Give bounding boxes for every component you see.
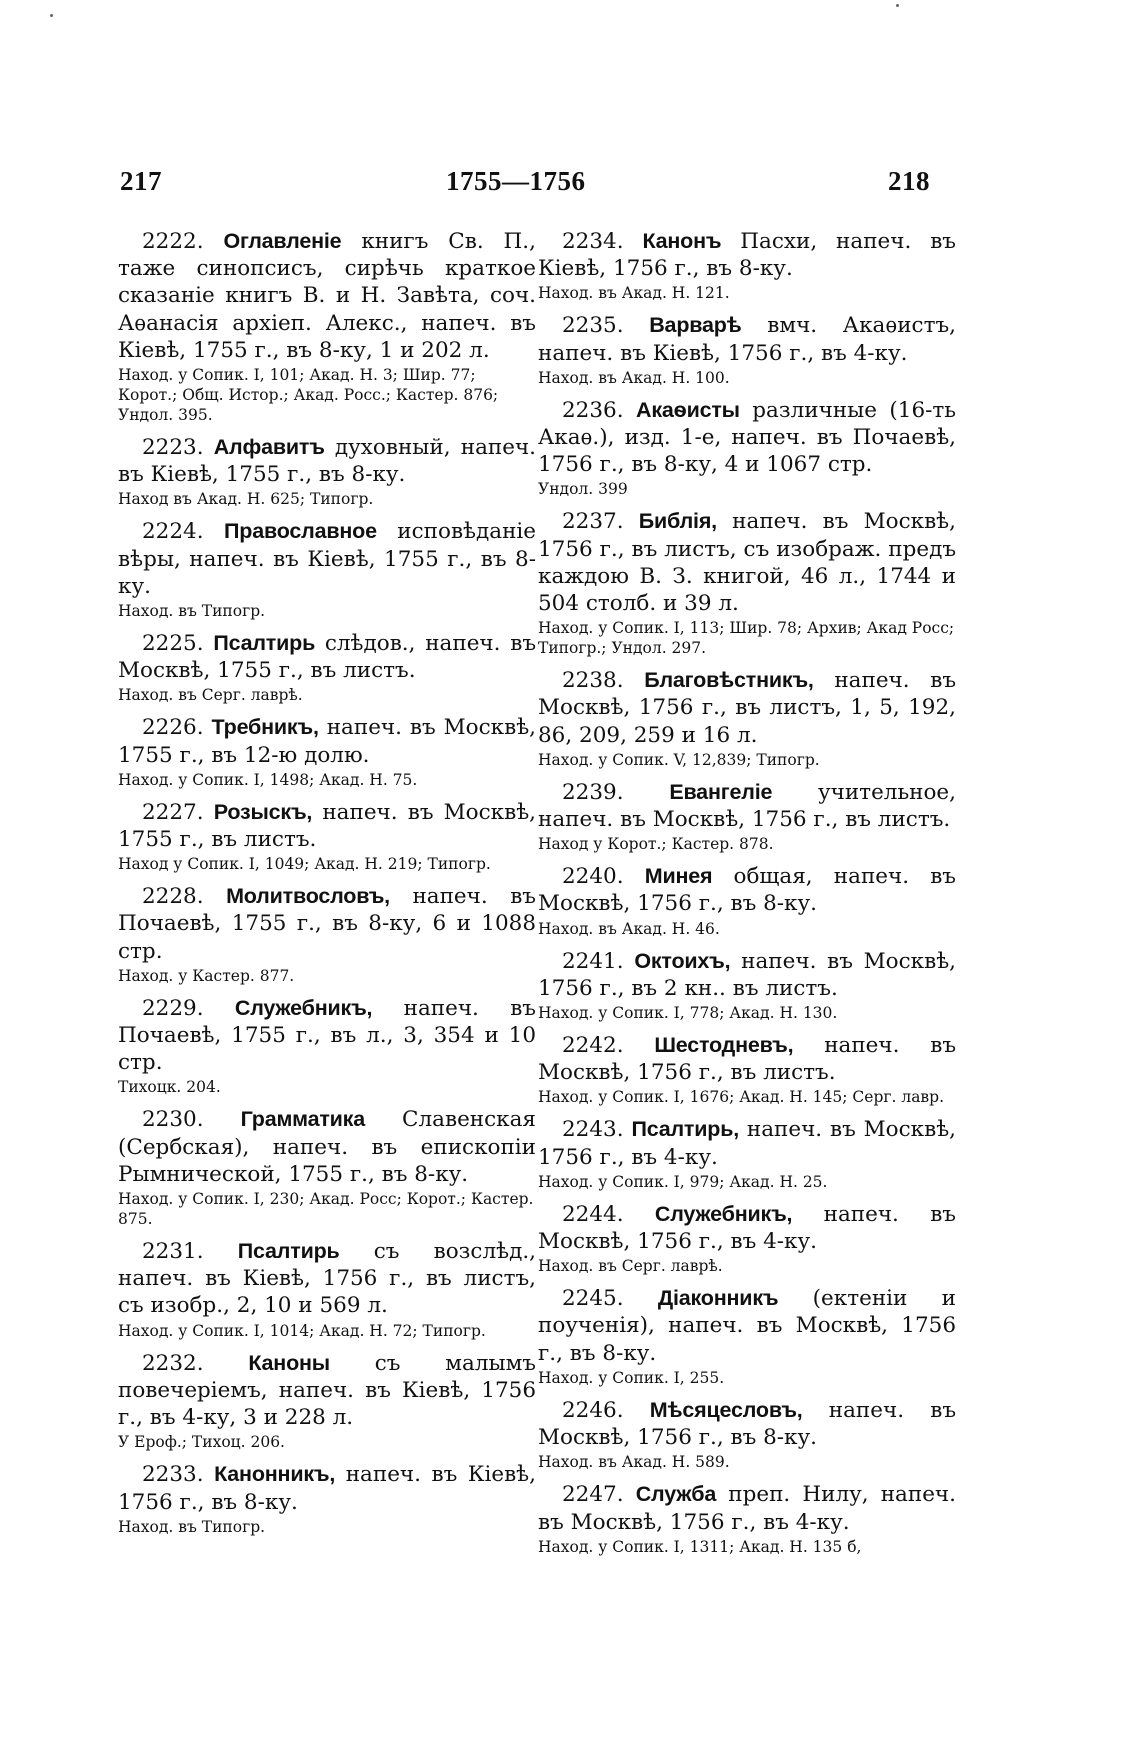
entry-title: Варварѣ	[649, 313, 742, 338]
entry-number: 2242.	[562, 1033, 624, 1059]
entry-description: вмч. Акаѳистъ, напеч. въ Кіевѣ, 1756 г., въ 4-ку.	[538, 313, 956, 366]
catalog-entry	[118, 883, 536, 986]
entry-title: Псалтирь	[237, 1239, 340, 1264]
entry-title: Служебникъ,	[234, 995, 373, 1020]
scan-speck	[50, 14, 53, 17]
entry-location: Наход. у Сопик. I, 1498; Акад. Н. 75.	[118, 770, 418, 789]
entry-number: 2225.	[142, 631, 204, 657]
entry-number: 2223.	[142, 435, 204, 461]
entry-description: напеч. въ Почаевѣ, 1755 г., въ 8-ку, 6 и 1088 стр.	[118, 884, 536, 964]
catalog-entry	[118, 799, 536, 874]
entry-text	[118, 518, 536, 600]
entry-location: Наход. у Сопик. I, 230; Акад. Росс; Корот.; Кастер. 875.	[118, 1190, 534, 1229]
entry-location: Наход. въ Акад. Н. 100.	[538, 368, 730, 387]
scan-speck	[896, 4, 899, 7]
entry-location: Наход. въ Серг. лаврѣ.	[538, 1257, 723, 1276]
entry-description: общая, напеч. въ Москвѣ, 1756 г., въ 8-ку.	[538, 864, 956, 917]
entry-description: съ возслѣд., напеч. въ Кіевѣ, 1756 г., въ листъ, съ изобр., 2, 10 и 569 л.	[118, 1239, 536, 1319]
entry-title: Алфавитъ	[213, 435, 325, 460]
entry-number: 2232.	[142, 1350, 204, 1376]
catalog-entry	[118, 1350, 536, 1453]
catalog-entry	[538, 1032, 956, 1107]
entry-title: Служба	[635, 1482, 717, 1507]
entry-title: Требникъ,	[211, 715, 319, 740]
entry-text	[538, 312, 956, 366]
entry-text	[538, 1116, 956, 1170]
entry-number: 2237.	[562, 509, 624, 535]
entry-title: Псалтирь,	[631, 1117, 739, 1142]
entry-title: Псалтирь	[213, 631, 316, 656]
entry-text	[118, 434, 536, 488]
entry-location: У Ероф.; Тихоц. 206.	[118, 1433, 285, 1452]
entry-number: 2241.	[562, 948, 624, 974]
catalog-entry	[538, 397, 956, 500]
catalog-entry	[118, 630, 536, 705]
entry-description: съ малымъ повечеріемъ, напеч. въ Кіевѣ, 1756 г., въ 4-ку, 3 и 228 л.	[118, 1350, 536, 1431]
entry-number: 2222.	[142, 229, 204, 254]
entry-location: Наход. у Сопик. V, 12,839; Типогр.	[538, 750, 820, 769]
catalog-entry	[538, 863, 956, 938]
entry-title: Служебникъ,	[654, 1201, 793, 1226]
entry-title: Акаѳисты	[636, 397, 740, 422]
entry-description: различные (16-ть Акаѳ.), изд. 1-е, напеч. въ Почаевѣ, 1756 г., въ 8-ку, 4 и 1067 стр.	[538, 397, 956, 478]
entry-text	[118, 1350, 536, 1432]
entry-description: слѣдов., напеч. въ Москвѣ, 1755 г., въ листъ.	[118, 631, 536, 684]
entry-description: напеч. въ Москвѣ, 1756 г., въ листъ, 1, 5, 192, 86, 209, 259 и 16 л.	[538, 668, 957, 748]
entry-location: Наход. въ Серг. лаврѣ.	[118, 686, 303, 705]
entry-number: 2231.	[142, 1239, 204, 1265]
entry-description: напеч. въ Москвѣ, 1756 г., въ 8-ку.	[538, 1397, 957, 1451]
entry-title: Благовѣстникъ,	[644, 668, 814, 693]
entry-description: напеч. въ Москвѣ, 1756 г., въ листъ, съ изображ. предъ каждою В. З. книгой, 46 л., 1744 и 504 столб. и 39 л.	[538, 509, 956, 617]
entry-number: 2234.	[562, 229, 624, 254]
entry-title: Шестодневъ,	[654, 1033, 794, 1058]
entry-number: 2244.	[562, 1201, 624, 1227]
entry-text	[538, 667, 956, 749]
entry-location: Наход. у Сопик. I, 101; Акад. Н. 3; Шир. 77; Корот.; Общ. Истор.; Акад. Росс.; Кастер. 876; Ундол. 395.	[118, 366, 499, 425]
entry-title: Розыскъ,	[213, 799, 313, 824]
entry-text	[538, 1397, 956, 1451]
entry-number: 2236.	[562, 397, 624, 423]
catalog-entry	[538, 948, 956, 1023]
entry-number: 2245.	[562, 1286, 624, 1312]
entry-location: Наход. у Сопик. I, 255.	[538, 1368, 725, 1387]
entry-description: Славенская (Сербская), напеч. въ епископіи Рымнической, 1755 г., въ 8-ку.	[118, 1107, 536, 1187]
entry-title: Канонъ	[642, 229, 722, 253]
entry-title: Октоихъ,	[634, 948, 731, 973]
entry-text	[118, 1238, 536, 1320]
year-range-heading: 1755—1756	[446, 166, 586, 196]
entry-text	[118, 714, 536, 768]
entry-location: Наход въ Акад. Н. 625; Типогр.	[118, 490, 374, 509]
catalog-entry	[118, 228, 536, 425]
entry-text	[538, 1201, 956, 1255]
left-column	[118, 228, 536, 1546]
entry-title: Мѣсяцесловъ,	[649, 1397, 803, 1422]
entry-description: (ектеніи и поученія), напеч. въ Москвѣ, 1756 г., въ 8-ку.	[538, 1286, 957, 1366]
catalog-entry	[118, 434, 536, 509]
entry-text	[538, 1032, 956, 1086]
entry-description: напеч. въ Москвѣ, 1756 г., въ 4-ку.	[538, 1201, 956, 1255]
catalog-entry	[538, 1285, 956, 1388]
entry-title: Грамматика	[240, 1107, 366, 1132]
entry-location: Наход. въ Акад. Н. 46.	[538, 919, 720, 938]
right-page-number: 218	[888, 166, 930, 196]
catalog-entry	[538, 1116, 956, 1191]
entry-number: 2230.	[142, 1107, 204, 1133]
entry-text	[118, 1106, 536, 1188]
entry-text	[118, 1461, 536, 1515]
entry-location: Наход. въ Акад. Н. 121.	[538, 284, 730, 303]
entry-title: Библія,	[638, 509, 717, 534]
entry-number: 2247.	[562, 1482, 624, 1508]
entry-title: Оглавленіе	[223, 229, 342, 253]
catalog-entry	[538, 228, 956, 303]
entry-description: исповѣданіе вѣры, напеч. въ Кіевѣ, 1755 г., въ 8-ку.	[118, 519, 536, 599]
catalog-entry	[538, 1201, 956, 1276]
entry-text	[118, 799, 536, 853]
entry-title: Евангеліе	[669, 779, 773, 804]
right-column	[538, 228, 956, 1566]
entry-location: Наход. у Кастер. 877.	[118, 966, 295, 985]
entry-description: напеч. въ Москвѣ, 1755 г., въ 12-ю долю.	[118, 715, 537, 768]
entry-text	[118, 630, 536, 684]
entry-number: 2239.	[562, 779, 624, 805]
catalog-entry	[118, 714, 536, 789]
entry-description: Пасхи, напеч. въ Кіевѣ, 1756 г., въ 8-ку.	[538, 229, 956, 282]
entry-text	[538, 948, 956, 1002]
entry-description: напеч. въ Москвѣ, 1756 г., въ 2 кн.. въ листъ.	[538, 948, 957, 1001]
entry-number: 2240.	[562, 864, 624, 890]
entry-location: Наход. въ Типогр.	[118, 602, 266, 621]
entry-text	[538, 1285, 956, 1367]
catalog-entry	[538, 779, 956, 854]
catalog-entry	[118, 1106, 536, 1229]
catalog-entry	[118, 995, 536, 1098]
entry-description: напеч. въ Москвѣ, 1756 г., въ 4-ку.	[538, 1117, 956, 1170]
entry-location: Наход. въ Типогр.	[118, 1517, 266, 1536]
entry-description: напеч. въ Москвѣ, 1756 г., въ листъ.	[538, 1033, 956, 1086]
entry-text	[538, 779, 956, 833]
entry-location: Наход. у Сопик. I, 778; Акад. Н. 130.	[538, 1004, 838, 1023]
catalog-entry	[538, 508, 956, 658]
entry-number: 2227.	[142, 799, 204, 825]
entry-title: Минея	[644, 864, 713, 889]
entry-number: 2229.	[142, 995, 204, 1021]
entry-text	[118, 995, 536, 1077]
entry-text	[118, 883, 536, 965]
catalog-entry	[538, 1481, 956, 1556]
entry-number: 2246.	[562, 1397, 624, 1423]
page-header	[0, 166, 1140, 206]
entry-title: Православное	[224, 519, 377, 544]
entry-location: Наход. у Сопик. I, 979; Акад. Н. 25.	[538, 1172, 828, 1191]
entry-number: 2238.	[562, 668, 624, 694]
entry-description: духовный, напеч. въ Кіевѣ, 1755 г., въ 8-ку.	[118, 435, 536, 488]
entry-text	[538, 397, 956, 479]
catalog-entry	[118, 518, 536, 621]
entry-description: напеч. въ Кіевѣ, 1756 г., въ 8-ку.	[118, 1462, 536, 1515]
catalog-entry	[538, 312, 956, 387]
catalog-entry	[118, 1238, 536, 1341]
entry-title: Молитвословъ,	[226, 884, 390, 909]
entry-location: Наход у Корот.; Кастер. 878.	[538, 835, 774, 854]
entry-number: 2228.	[142, 884, 204, 910]
entry-text	[538, 508, 956, 617]
entry-title: Каноны	[248, 1350, 330, 1375]
entry-text	[538, 228, 956, 282]
entry-description: учительное, напеч. въ Москвѣ, 1756 г., въ листъ.	[538, 779, 956, 833]
catalog-entry	[538, 667, 956, 770]
entry-location: Наход. у Сопик. I, 113; Шир. 78; Архив; Акад Росс; Типогр.; Ундол. 297.	[538, 619, 955, 658]
entry-location: Наход. у Сопик. I, 1311; Акад. Н. 135 б,	[538, 1537, 862, 1556]
entry-text	[538, 863, 956, 917]
catalog-entry	[118, 1461, 536, 1536]
catalog-entry	[538, 1397, 956, 1472]
entry-location: Наход. у Сопик. I, 1676; Акад. Н. 145; Серг. лавр.	[538, 1088, 945, 1107]
entry-number: 2226.	[142, 715, 204, 741]
entry-location: Ундол. 399	[538, 480, 628, 499]
entry-number: 2224.	[142, 519, 204, 545]
entry-text	[118, 228, 536, 364]
entry-description: напеч. въ Почаевѣ, 1755 г., въ л., 3, 354 и 10 стр.	[118, 995, 536, 1076]
entry-location: Наход. у Сопик. I, 1014; Акад. Н. 72; Типогр.	[118, 1321, 486, 1340]
entry-number: 2233.	[142, 1462, 204, 1488]
entry-location: Наход. въ Акад. Н. 589.	[538, 1453, 730, 1472]
entry-text	[538, 1481, 956, 1535]
entry-number: 2235.	[562, 313, 624, 339]
entry-location: Наход у Сопик. I, 1049; Акад. Н. 219; Типогр.	[118, 855, 491, 874]
entry-number: 2243.	[562, 1117, 624, 1143]
entry-location: Тихоцк. 204.	[118, 1078, 221, 1097]
entry-title: Діаконникъ	[657, 1286, 779, 1311]
entry-description: преп. Нилу, напеч. въ Москвѣ, 1756 г., въ 4-ку.	[538, 1482, 956, 1535]
left-page-number: 217	[120, 166, 162, 196]
entry-description: напеч. въ Москвѣ, 1755 г., въ листъ.	[118, 799, 537, 853]
entry-title: Канонникъ,	[214, 1462, 336, 1487]
entry-description: книгъ Св. П., таже синопсисъ, сирѣчь краткое сказаніе книгъ В. и Н. Завѣта, соч. Аѳанасія архіеп. Алекс., напеч. въ Кіевѣ, 1755 г., въ 8-ку, 1 и 202 л.	[118, 229, 536, 363]
